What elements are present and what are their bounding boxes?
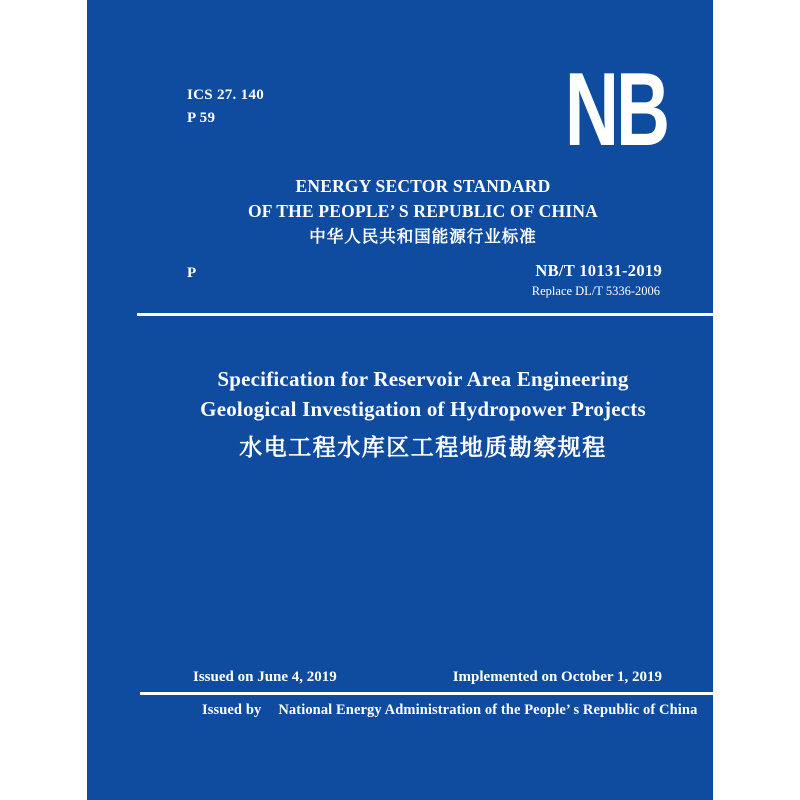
title-english-line2: Geological Investigation of Hydropower Projects [200, 397, 646, 421]
issued-on-date: Issued on June 4, 2019 [193, 669, 337, 685]
replaces-note: Replace DL/T 5336-2006 [531, 284, 660, 298]
standard-header [110, 174, 736, 250]
implemented-on-date: Implemented on October 1, 2019 [452, 669, 662, 685]
p-mark: P [187, 265, 197, 281]
dates-row [193, 669, 662, 686]
top-divider-rule [137, 313, 713, 316]
standard-number: NB/T 10131-2019 [535, 261, 662, 280]
bottom-divider-rule [140, 692, 713, 695]
header-line3-chinese: 中华人民共和国能源行业标准 [309, 228, 537, 246]
header-line1: ENERGY SECTOR STANDARD [295, 176, 551, 196]
nb-logo: NB [564, 52, 667, 168]
issued-by-label: Issued by [202, 702, 262, 718]
doc-class-code: P 59 [187, 110, 216, 126]
issued-by-row [202, 702, 697, 719]
title-chinese: 水电工程水库区工程地质勘察规程 [239, 435, 607, 460]
ics-code: ICS 27. 140 [187, 87, 265, 103]
standard-cover [87, 0, 713, 800]
issued-by-value: National Energy Administration of the People’ s Republic of China [278, 702, 698, 718]
title-english-line1: Specification for Reservoir Area Engineering [217, 367, 629, 391]
classification-codes [187, 84, 264, 130]
header-line2: OF THE PEOPLE’ S REPUBLIC OF CHINA [247, 200, 599, 221]
title-block [110, 364, 736, 464]
